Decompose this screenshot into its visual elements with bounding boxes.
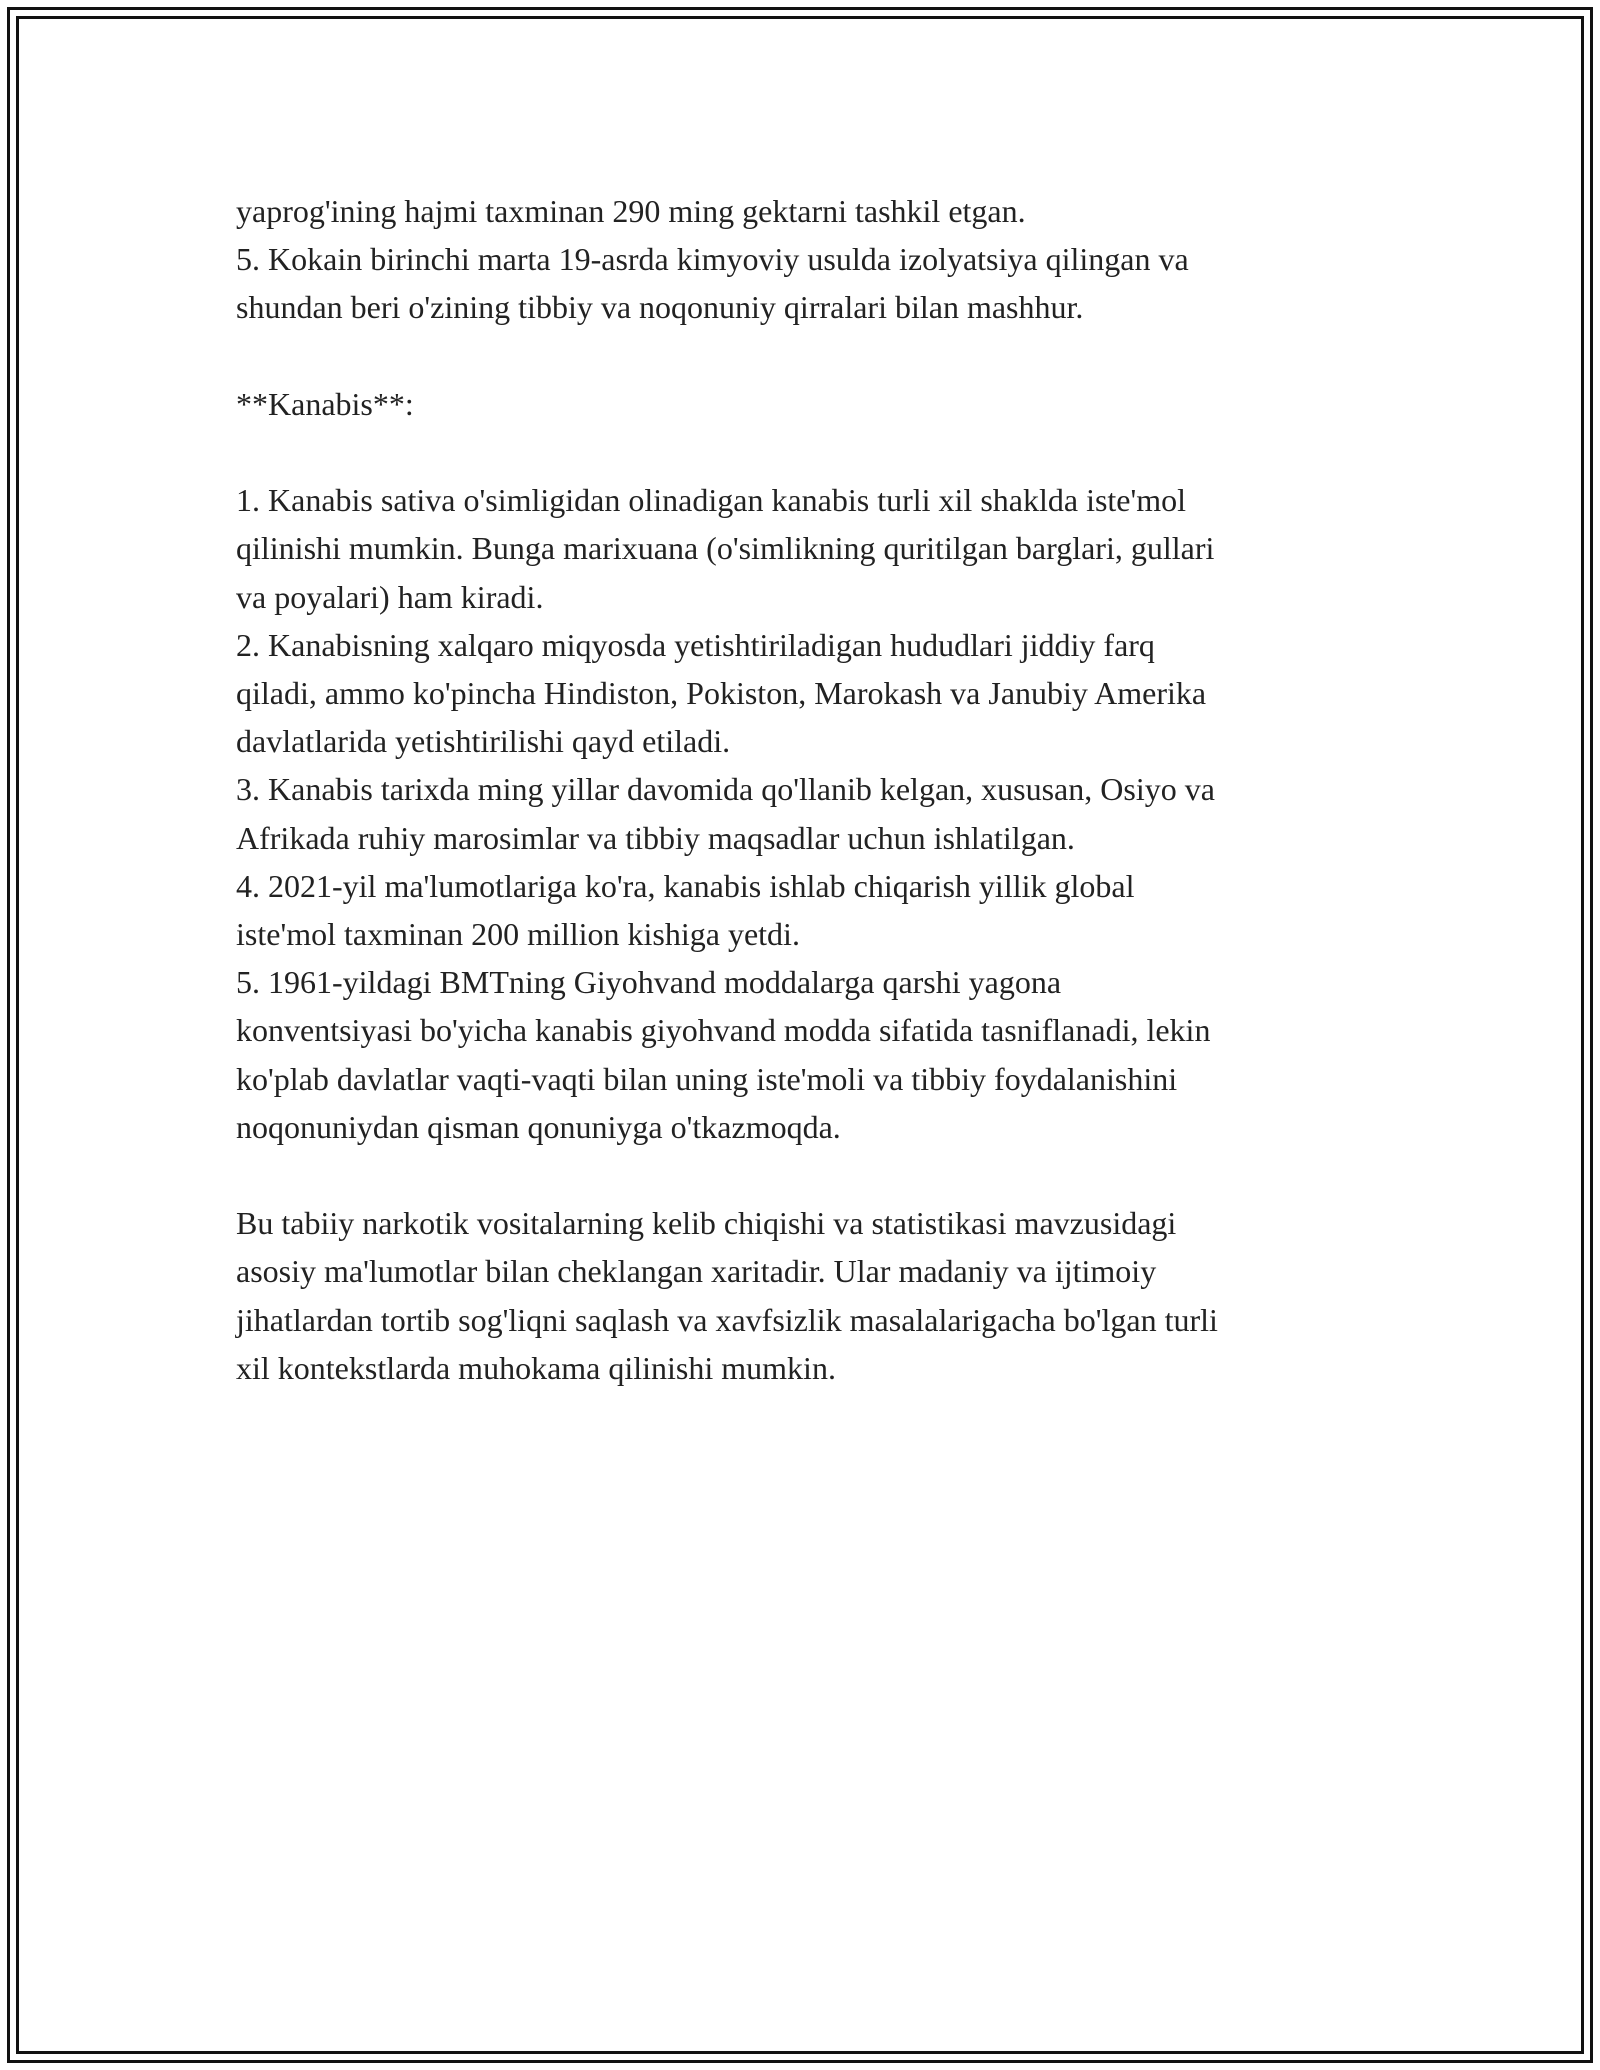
list-line: 5. 1961-yildagi BMTning Giyohvand moddalarga qarshi yagona (236, 964, 1062, 1001)
list-line: 4. 2021-yil ma'lumotlariga ko'ra, kanabis ishlab chiqarish yillik global (236, 867, 1135, 904)
intro-line: yaprog'ining hajmi taxminan 290 ming gektarni tashkil etgan. (236, 193, 1026, 229)
list-line: va poyalari) ham kiradi. (236, 578, 544, 615)
conclusion-line: asosiy ma'lumotlar bilan cheklangan xaritadir. Ular madaniy va ijtimoiy (236, 1253, 1157, 1290)
paragraph-gap (236, 1151, 1366, 1199)
intro-line: 5. Kokain birinchi marta 19-asrda kimyoviy usulda izolyatsiya qilingan va (236, 241, 1189, 278)
list-line: 1. Kanabis sativa o'simligidan olinadigan kanabis turli xil shaklda iste'mol (236, 482, 1187, 519)
list-line: ko'plab davlatlar vaqti-vaqti bilan uning iste'moli va tibbiy foydalanishini (236, 1060, 1178, 1097)
conclusion-line: jihatlardan tortib sog'liqni saqlash va xavfsizlik masalalarigacha bo'lgan turli (236, 1301, 1218, 1338)
conclusion-line: xil kontekstlarda muhokama qilinishi mumkin. (236, 1349, 836, 1386)
list-line: 3. Kanabis tarixda ming yillar davomida qo'llanib kelgan, xususan, Osiyo va (236, 771, 1215, 808)
document-body (236, 187, 1366, 1392)
list-line: qiladi, ammo ko'pincha Hindiston, Pokiston, Marokash va Janubiy Amerika (236, 675, 1207, 711)
list-line: Afrikada ruhiy marosimlar va tibbiy maqsadlar uchun ishlatilgan. (236, 819, 1075, 856)
list-line: davlatlarida yetishtirilishi qayd etiladi. (236, 723, 731, 760)
conclusion-line: Bu tabiiy narkotik vositalarning kelib chiqishi va statistikasi mavzusidagi (236, 1205, 1177, 1242)
paragraph-gap (236, 428, 1366, 476)
list-line: konventsiyasi bo'yicha kanabis giyohvand modda sifatida tasniflanadi, lekin (236, 1012, 1211, 1049)
list-line: qilinishi mumkin. Bunga marixuana (o'simlikning quritilgan barglari, gullari (236, 530, 1215, 567)
intro-line: shundan beri o'zining tibbiy va noqonuniy qirralari bilan mashhur. (236, 289, 1084, 326)
list-line: iste'mol taxminan 200 million kishiga yetdi. (236, 916, 800, 953)
list-line: 2. Kanabisning xalqaro miqyosda yetishtiriladigan hududlari jiddiy farq (236, 626, 1155, 663)
list-line: noqonuniydan qisman qonuniyga o'tkazmoqda. (236, 1108, 841, 1145)
section-heading: **Kanabis**: (236, 385, 414, 422)
paragraph-gap (236, 332, 1366, 380)
